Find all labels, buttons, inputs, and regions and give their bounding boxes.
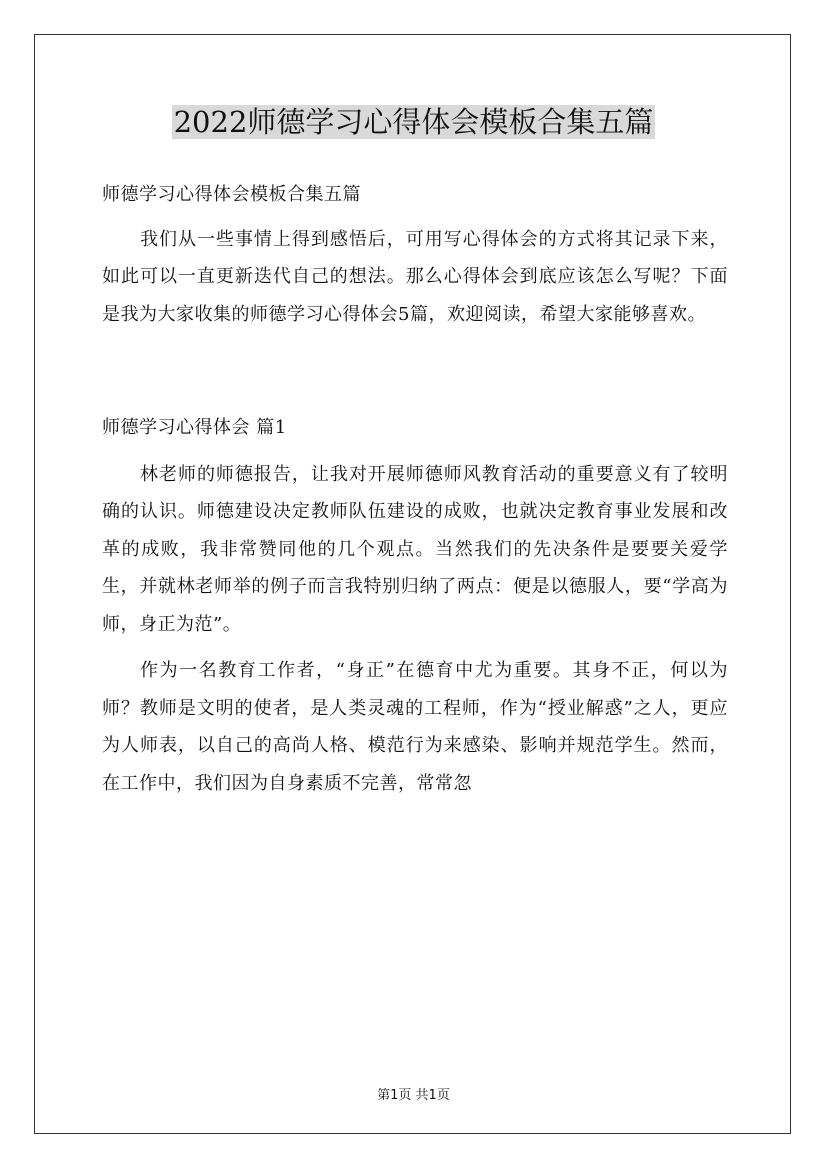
document-title-text: 2022师德学习心得体会模板合集五篇 xyxy=(173,105,654,139)
section-heading: 师德学习心得体会 篇1 xyxy=(102,417,287,438)
document-body xyxy=(102,176,728,802)
section-gap xyxy=(102,333,728,409)
document-subtitle: 师德学习心得体会模板合集五篇 xyxy=(102,184,361,205)
intro-paragraph: 我们从一些事情上得到感悟后，可用写心得体会的方式将其记录下来，如此可以一直更新迭代自己的想法。那么心得体会到底应该怎么写呢？下面是我为大家收集的师德学习心得体会5篇，欢迎阅读，希望大家能够喜欢。 xyxy=(102,228,728,325)
page-number-footer: 第1页 共1页 xyxy=(377,1088,450,1103)
body-paragraph: 作为一名教育工作者，“身正”在德育中尤为重要。其身不正，何以为师？教师是文明的使者，是人类灵魂的工程师，作为“授业解惑”之人，更应为人师表，以自己的高尚人格、模范行为来感染、影响并规范学生。然而，在工作中，我们因为自身素质不完善，常常忽 xyxy=(102,660,728,794)
document-title xyxy=(0,100,827,144)
body-paragraph: 林老师的师德报告，让我对开展师德师风教育活动的重要意义有了较明确的认识。师德建设决定教师队伍建设的成败，也就决定教育事业发展和改革的成败，我非常赞同他的几个观点。当然我们的先决条件是要要关爱学生，并就林老师举的例子而言我特别归纳了两点：便是以德服人，要“学高为师，身正为范”。 xyxy=(102,463,728,635)
